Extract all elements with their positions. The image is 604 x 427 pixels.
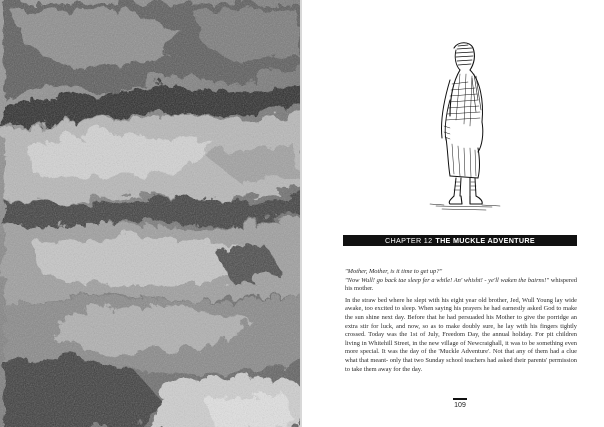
chapter-number: CHAPTER 12 [385, 236, 433, 245]
chapter-heading-bar [343, 235, 577, 246]
rock-photograph [0, 0, 301, 427]
right-page [302, 0, 604, 427]
chapter-body-text [345, 268, 577, 377]
mother-reply: "Now Wull! go back tae sleep fer a while! An' whisht! - ye'll waken the bairns!" whispered his mother. [345, 276, 577, 293]
page-footer [449, 398, 471, 409]
child-sketch-illustration [420, 40, 510, 215]
opening-dialogue: "Mother, Mother, is it time to get up?" [345, 268, 443, 275]
page-number-rule [453, 398, 467, 400]
page-number: 109 [454, 401, 466, 409]
body-paragraph: In the straw bed where he slept with his eight year old brother, Jed, Wull Young lay wide awake, too excited to sleep. When saying his prayers he had earnestly asked God to make the sun shine next day. Before that he had persuaded his Mother to give the porridge an extra stir for luck, and now, so as to make doubly sure, he lay with his fingers tightly crossed. Today was the 1st of July, Freedom Day, the annual holiday. For pit children living in Whitehill Street, in the new village of Newcraighall, it was to be something even more special. It was the day of the 'Muckle Adventure'. Not that any of them had a clue what that meant- only that two Sunday school teachers had asked their parents' permission to take them away for the day. [345, 296, 577, 373]
chapter-title: THE MUCKLE ADVENTURE [435, 236, 535, 245]
